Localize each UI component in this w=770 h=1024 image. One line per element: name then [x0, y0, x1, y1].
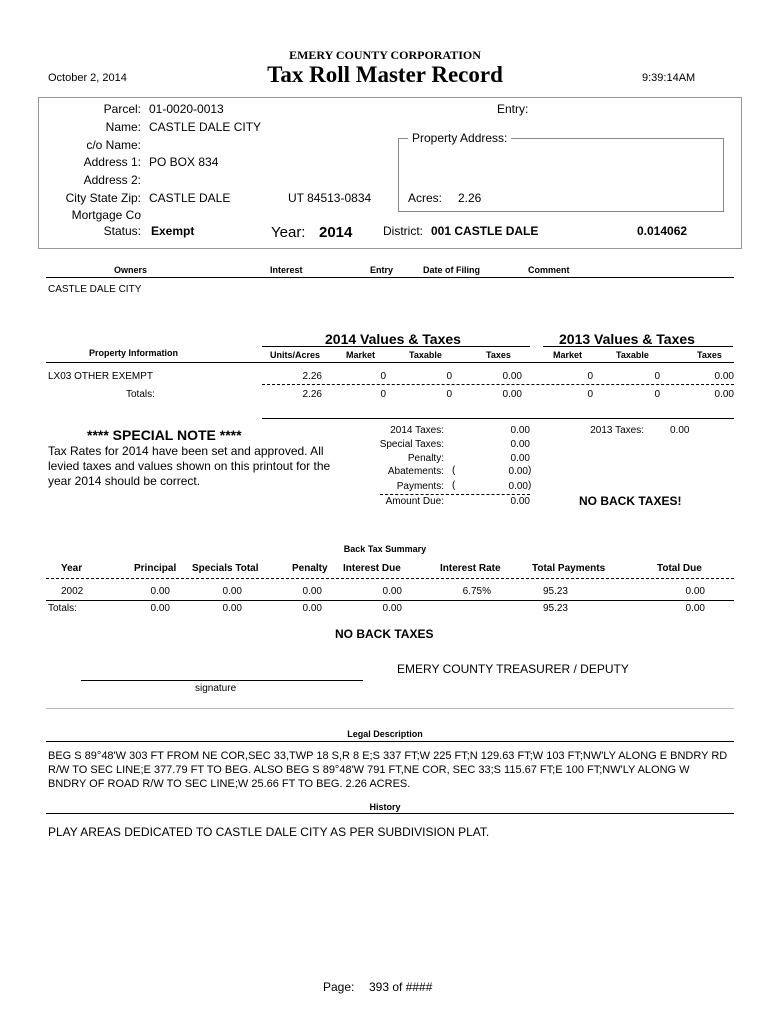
taxes-2013-total: 0.00: [714, 389, 734, 400]
year-label: Year:: [271, 224, 306, 241]
comment-header: Comment: [528, 265, 570, 275]
city: CASTLE DALE: [149, 191, 231, 205]
market-2014-header: Market: [346, 350, 376, 360]
city-state-zip-label: City State Zip:: [65, 191, 141, 205]
no-back-taxes-banner: NO BACK TAXES!: [579, 494, 682, 508]
units-acres: 2.26: [302, 371, 322, 382]
values-header-rule: [46, 362, 734, 363]
payments-value: 0.00: [508, 481, 528, 492]
back-tax-title: Back Tax Summary: [343, 544, 427, 554]
history-rule: [46, 813, 734, 814]
values-bottom-rule: [262, 418, 734, 419]
report-date: October 2, 2014: [48, 72, 127, 84]
market-2014-total: 0: [380, 389, 386, 400]
taxable-2014-total: 0: [446, 389, 452, 400]
values-2013-heading: 2013 Values & Taxes: [559, 331, 695, 347]
bt-totals-rule: [46, 600, 734, 601]
owners-header: Owners: [114, 265, 148, 275]
history-title: History: [369, 802, 401, 812]
special-taxes-label: Special Taxes:: [379, 439, 444, 450]
history-text: PLAY AREAS DEDICATED TO CASTLE DALE CITY AS PER SUBDIVISION PLAT.: [48, 825, 490, 839]
legal-description: BEG S 89°48'W 303 FT FROM NE COR,SEC 33,TWP 18 S,R 8 E;S 337 FT;W 225 FT;N 129.63 FT;W 103 FT;NW'LY ALONG E BNDRY RD R/W TO SEC LINE;E 377.79 FT TO BEG. ALSO BEG S 89°48'W 791 FT,NE COR, SEC 33;S 115.67 FT;E 100 FT;NW'LY ALONG W BNDRY OF ROAD R/W TO SEC LINE;W 25.66 FT TO BEG. 2.26 ACRES.: [48, 750, 728, 790]
treasurer-label: EMERY COUNTY TREASURER / DEPUTY: [397, 662, 629, 676]
bt-total-payments-total: 95.23: [542, 603, 568, 614]
address2-label: Address 2:: [83, 173, 141, 187]
payments-paren-open: (: [452, 480, 456, 491]
abatements-label: Abatements:: [387, 466, 444, 477]
taxable-2014: 0: [446, 371, 452, 382]
bt-interest-rate-header: Interest Rate: [440, 563, 501, 574]
signature-label: signature: [195, 683, 237, 694]
bt-total-due-total: 0.00: [685, 603, 705, 614]
taxable-2013-header: Taxable: [616, 350, 649, 360]
amount-due-label: Amount Due:: [385, 496, 444, 507]
penalty-value: 0.00: [510, 453, 530, 464]
bt-penalty-total: 0.00: [302, 603, 322, 614]
bt-interest-due-total: 0.00: [382, 603, 402, 614]
address1-label: Address 1:: [83, 155, 141, 169]
owner-name: CASTLE DALE CITY: [149, 120, 262, 134]
signature-divider: [46, 708, 734, 709]
bt-interest-due: 0.00: [382, 586, 402, 597]
bt-specials-header: Specials Total: [192, 563, 259, 574]
address1: PO BOX 834: [149, 155, 219, 169]
bt-total-payments-header: Total Payments: [532, 563, 606, 574]
bt-penalty: 0.00: [302, 586, 322, 597]
state-zip: UT 84513-0834: [288, 191, 372, 205]
status-value: Exempt: [151, 224, 195, 238]
special-note-line-1: Tax Rates for 2014 have been set and approved. All: [48, 444, 324, 458]
market-2013-header: Market: [553, 350, 583, 360]
legal-rule: [46, 741, 734, 742]
owners-divider: [46, 277, 734, 278]
bt-interest-rate: 6.75%: [462, 586, 491, 597]
bt-penalty-header: Penalty: [292, 563, 328, 574]
taxes-2013: 0.00: [714, 371, 734, 382]
taxes-2013-label: 2013 Taxes:: [590, 425, 644, 436]
name-label: Name:: [105, 120, 141, 134]
bt-specials-total: 0.00: [222, 603, 242, 614]
taxes-2014: 0.00: [502, 371, 522, 382]
summary-taxes-2013: 0.00: [670, 425, 690, 436]
special-taxes-value: 0.00: [510, 439, 530, 450]
entry-label: Entry:: [497, 102, 529, 116]
bt-total-payments: 95.23: [542, 586, 568, 597]
date-filing-header: Date of Filing: [423, 265, 480, 275]
property-class: LX03 OTHER EXEMPT: [48, 371, 154, 382]
year-value: 2014: [319, 224, 353, 241]
summary-taxes-2014: 0.00: [510, 425, 530, 436]
payments-label: Payments:: [396, 481, 444, 492]
co-name-label: c/o Name:: [86, 138, 141, 152]
bt-header-rule: [46, 578, 734, 579]
page-label: Page:: [323, 980, 355, 994]
units-acres-total: 2.26: [302, 389, 322, 400]
amount-due-value: 0.00: [510, 496, 530, 507]
taxes-2013-header: Taxes: [697, 350, 722, 360]
no-back-taxes-note: NO BACK TAXES: [335, 627, 434, 641]
parcel-number: 01-0020-0013: [149, 102, 224, 116]
abatements-value: 0.00: [508, 466, 528, 477]
taxable-2014-header: Taxable: [409, 350, 442, 360]
values-2013-rule: [543, 346, 733, 347]
market-2013: 0: [587, 371, 593, 382]
abatements-paren-open: (: [452, 465, 456, 476]
mortgage-label: Mortgage Co: [71, 208, 141, 222]
market-2013-total: 0: [587, 389, 593, 400]
parcel-label: Parcel:: [103, 102, 141, 116]
values-totals-label: Totals:: [126, 389, 155, 400]
legal-title: Legal Description: [347, 729, 423, 739]
special-note-line-2: levied taxes and values shown on this printout for the: [48, 459, 331, 473]
property-address-label: Property Address:: [408, 131, 511, 145]
values-2014-rule: [262, 346, 530, 347]
taxable-2013-total: 0: [654, 389, 660, 400]
bt-principal: 0.00: [150, 586, 170, 597]
page-number: 393 of ####: [369, 980, 433, 994]
bt-total-due: 0.00: [685, 586, 705, 597]
bt-interest-due-header: Interest Due: [343, 563, 401, 574]
bt-totals-label: Totals:: [48, 603, 77, 614]
owner-row: CASTLE DALE CITY: [48, 284, 142, 295]
bt-specials: 0.00: [222, 586, 242, 597]
amount-due-rule: [380, 494, 530, 495]
taxable-2013: 0: [654, 371, 660, 382]
bt-total-due-header: Total Due: [657, 563, 702, 574]
taxes-2014-label: 2014 Taxes:: [390, 425, 444, 436]
report-time: 9:39:14AM: [642, 72, 696, 84]
bt-principal-total: 0.00: [150, 603, 170, 614]
status-label: Status:: [103, 224, 141, 238]
page-title: Tax Roll Master Record: [267, 62, 503, 87]
special-note-title: **** SPECIAL NOTE ****: [87, 427, 242, 443]
taxes-2014-header: Taxes: [486, 350, 511, 360]
acres-label: Acres:: [408, 191, 443, 205]
bt-principal-header: Principal: [134, 563, 177, 574]
acres-value: 2.26: [458, 191, 482, 205]
property-address-box: [398, 138, 724, 212]
taxes-2014-total: 0.00: [502, 389, 522, 400]
tax-rate: 0.014062: [637, 224, 688, 238]
penalty-label: Penalty:: [407, 453, 444, 464]
org-name: EMERY COUNTY CORPORATION: [289, 48, 481, 62]
district-label: District:: [383, 224, 423, 238]
bt-year: 2002: [61, 586, 84, 597]
abatements-paren-close: ): [528, 465, 532, 476]
market-2014: 0: [380, 371, 386, 382]
values-2014-heading: 2014 Values & Taxes: [325, 331, 461, 347]
special-note-line-3: year 2014 should be correct.: [48, 474, 201, 488]
payments-paren-close: ): [528, 480, 532, 491]
bt-year-header: Year: [61, 563, 83, 574]
values-subtotal-rule: [262, 384, 734, 385]
entry-header: Entry: [370, 265, 394, 275]
units-acres-header: Units/Acres: [270, 350, 321, 360]
signature-line: [81, 680, 363, 681]
interest-header: Interest: [270, 265, 303, 275]
property-info-header: Property Information: [89, 348, 179, 358]
district-value: 001 CASTLE DALE: [431, 224, 539, 238]
